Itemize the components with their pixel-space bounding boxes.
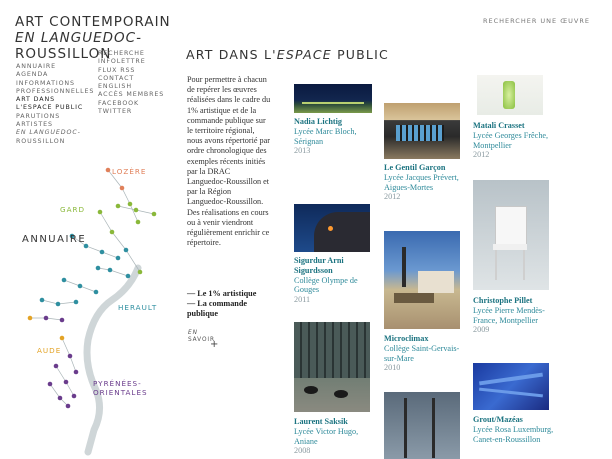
learn-more-line1[interactable]: EN <box>188 330 198 336</box>
section-title-part3: PUBLIC <box>331 47 389 62</box>
work-school[interactable]: Collège Olympe de Gouges <box>294 275 358 295</box>
learn-more-line2[interactable]: SAVOIR <box>188 337 215 343</box>
work-year: 2012 <box>473 150 490 160</box>
work-thumbnail[interactable] <box>384 392 460 459</box>
work-year: 2009 <box>473 325 490 335</box>
nav-flux-rss[interactable]: FLUX RSS <box>98 66 136 74</box>
nav-professionnelles[interactable]: PROFESSIONNELLES <box>16 87 95 95</box>
nav-acces-membres[interactable]: ACCÈS MEMBRES <box>98 91 165 99</box>
nav-english[interactable]: ENGLISH <box>98 83 132 91</box>
work-artist[interactable]: Matali Crasset <box>473 121 525 130</box>
nav-contact[interactable]: CONTACT <box>98 74 135 82</box>
intro-text: Pour permettre à chacun de repérer les œuvres réalisées dans le cadre du 1% artistique et de la commande publique sur le territoire régional, nous avons répertorié par ordre chronologique des exemples récents initiés par la DRAC Languedoc-Roussillon et par la Région Languedoc-Roussillon. Des réalisations en cours ou à venir viendront régulièrement enrichir ce répertoire. <box>187 75 271 248</box>
work-year: 2012 <box>384 192 401 202</box>
work-school[interactable]: Lycée Georges Frêche, Montpellier <box>473 130 549 150</box>
work-artist[interactable]: Grout/Mazéas <box>473 415 523 424</box>
region-pyrenees-line2[interactable]: ORIENTALES <box>93 388 148 397</box>
nav-espace-public[interactable]: L'ESPACE PUBLIC <box>16 104 84 112</box>
link-commande-publique[interactable]: — La commande publique <box>187 299 248 319</box>
work-card[interactable] <box>473 121 553 160</box>
work-thumbnail[interactable] <box>294 322 370 412</box>
learn-more-link[interactable] <box>188 330 220 350</box>
work-thumbnail[interactable] <box>473 180 549 290</box>
nav-annuaire[interactable]: ANNUAIRE <box>16 63 57 70</box>
region-aude[interactable]: AUDE <box>37 346 62 355</box>
nav-facebook[interactable]: FACEBOOK <box>98 99 140 107</box>
region-gard[interactable]: GARD <box>60 205 86 214</box>
work-card[interactable] <box>384 163 464 202</box>
work-card[interactable] <box>294 256 376 305</box>
related-links <box>187 289 271 320</box>
work-school[interactable]: Lycée Marc Bloch, Sérignan <box>294 126 357 146</box>
work-artist[interactable]: Christophe Pillet <box>473 296 533 305</box>
work-artist[interactable]: Laurent Saksik <box>294 417 348 426</box>
work-school[interactable]: Lycée Pierre Mendès-France, Montpellier <box>473 305 545 325</box>
map-title[interactable]: ANNUAIRE <box>22 234 87 245</box>
section-title-part2: ESPACE <box>276 47 332 62</box>
work-thumbnail[interactable] <box>384 231 460 329</box>
work-year: 2013 <box>294 146 311 156</box>
work-school[interactable]: Collège Saint-Gervais-sur-Mare <box>384 343 460 363</box>
section-title <box>186 47 389 62</box>
site-title-line3[interactable]: ROUSSILLON <box>15 46 112 62</box>
work-year: 2011 <box>294 295 311 305</box>
nav-infolettre[interactable]: INFOLETTRE <box>98 58 146 66</box>
primary-nav <box>16 63 94 146</box>
work-school[interactable]: Lycée Victor Hugo, Aniane <box>294 426 359 446</box>
river-path <box>87 268 138 452</box>
work-thumbnail[interactable] <box>294 84 372 113</box>
work-artist[interactable]: Nadia Lichtig <box>294 117 342 126</box>
section-title-part1: ART DANS L' <box>186 47 277 62</box>
nav-roussillon[interactable]: ROUSSILLON <box>16 137 66 145</box>
link-1-percent[interactable]: — Le 1% artistique <box>187 289 257 298</box>
nav-recherche[interactable]: RECHERCHE <box>98 50 145 57</box>
site-title-line2[interactable]: EN LANGUEDOC- <box>15 30 142 46</box>
site-title-line1[interactable]: ART CONTEMPORAIN <box>15 14 171 30</box>
nav-artistes[interactable]: ARTISTES <box>16 121 53 129</box>
work-card[interactable] <box>473 296 557 335</box>
work-artist[interactable]: Microclimax <box>384 334 429 343</box>
work-artist[interactable]: Sigurdur Arni Sigurdsson <box>294 256 344 275</box>
work-year: 2010 <box>384 363 401 373</box>
work-card[interactable] <box>384 334 464 373</box>
work-card[interactable] <box>473 415 557 444</box>
work-card[interactable] <box>294 417 374 456</box>
work-artist[interactable]: Le Gentil Garçon <box>384 163 446 172</box>
region-lozere[interactable]: LOZÈRE <box>112 167 147 176</box>
work-thumbnail[interactable] <box>384 103 460 159</box>
work-thumbnail[interactable] <box>473 363 549 410</box>
nav-agenda[interactable]: AGENDA <box>16 71 49 79</box>
region-pyrenees-line1[interactable]: PYRÉNÉES- <box>93 379 142 388</box>
work-school[interactable]: Lycée Rosa Luxemburg, Canet-en-Roussillon <box>473 424 554 444</box>
secondary-nav <box>98 50 164 116</box>
nav-parutions[interactable]: PARUTIONS <box>16 112 61 120</box>
work-year: 2008 <box>294 446 311 456</box>
nav-art-dans[interactable]: ART DANS <box>16 96 56 104</box>
nav-informations[interactable]: INFORMATIONS <box>16 79 75 87</box>
search-artwork-link[interactable]: RECHERCHER UNE ŒUVRE <box>482 17 590 25</box>
work-school[interactable]: Lycée Jacques Prévert, Aigues-Mortes <box>384 172 459 192</box>
region-herault[interactable]: HERAULT <box>118 303 158 312</box>
plus-icon[interactable]: + <box>210 339 220 350</box>
nav-twitter[interactable]: TWITTER <box>98 108 133 116</box>
nav-en-languedoc[interactable]: EN LANGUEDOC- <box>16 129 81 137</box>
work-thumbnail[interactable] <box>294 204 370 252</box>
work-thumbnail[interactable] <box>477 75 543 115</box>
work-card[interactable] <box>294 117 374 156</box>
